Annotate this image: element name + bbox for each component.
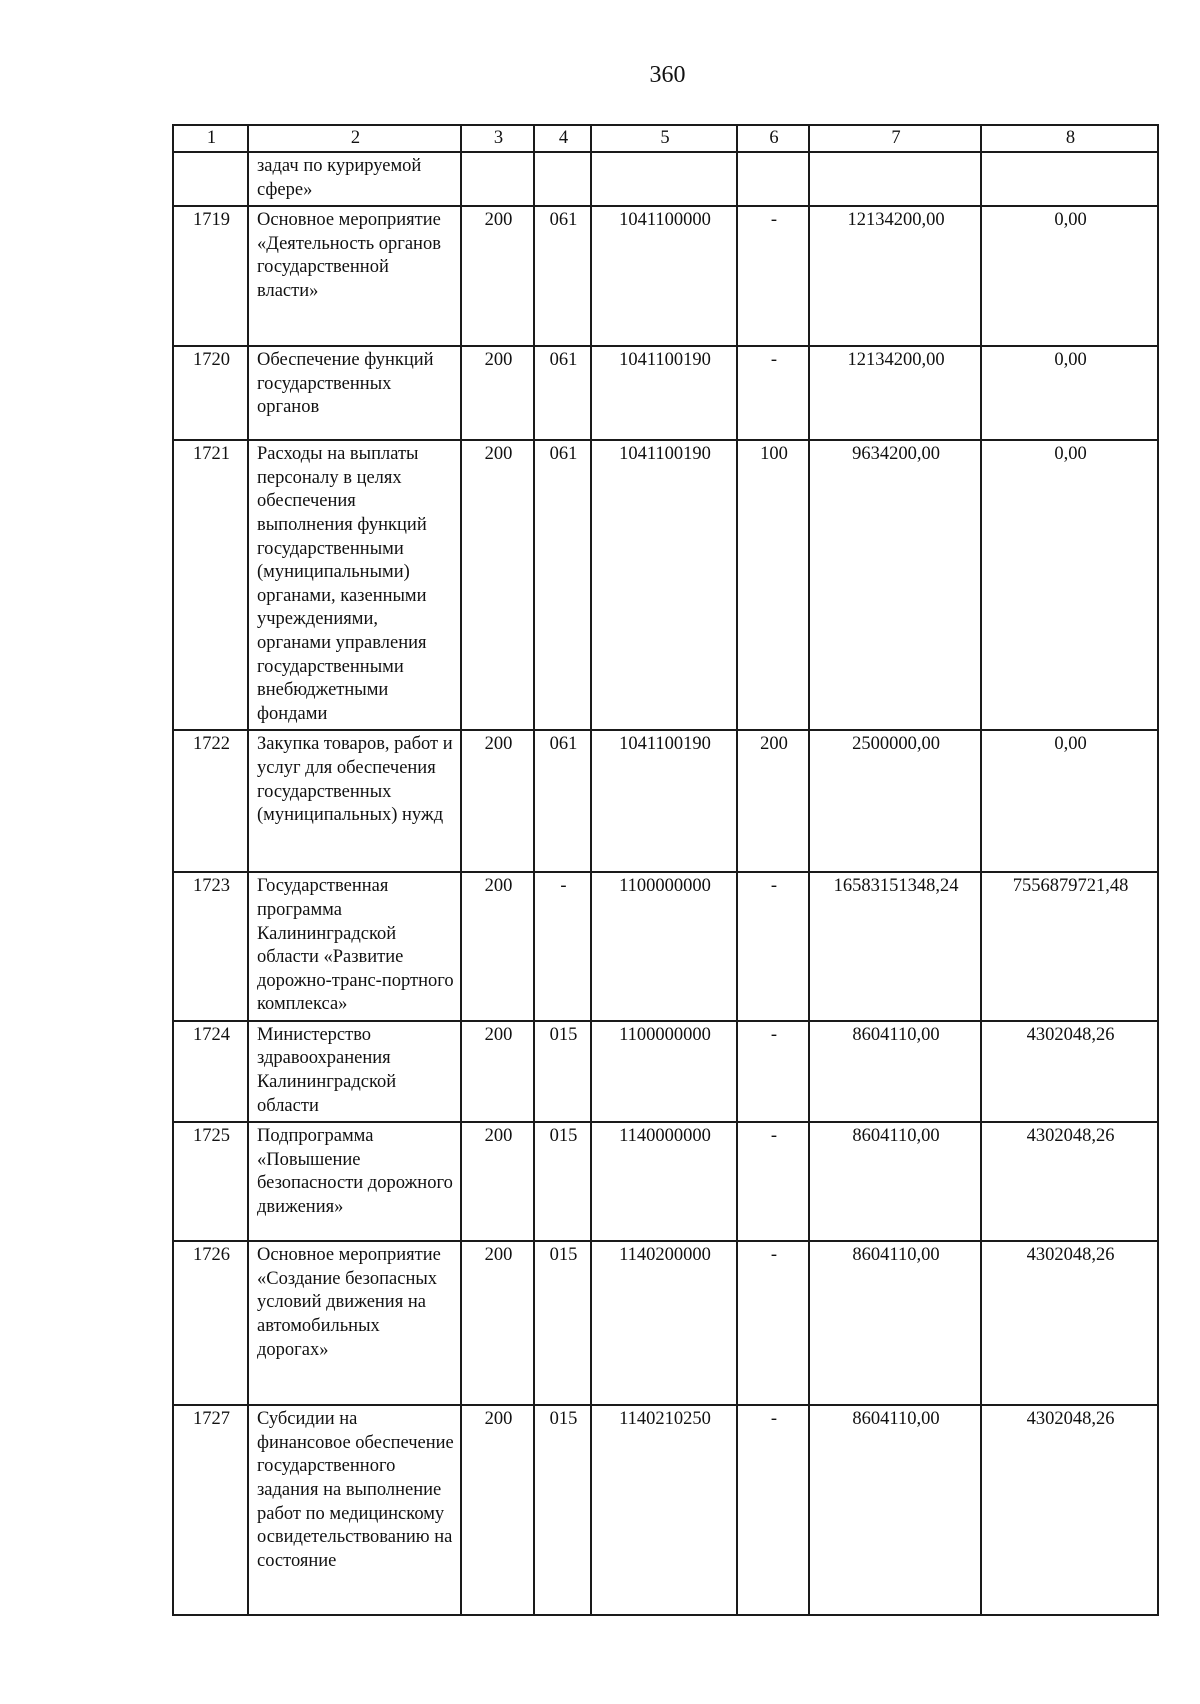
row-name: задач по курируемой сфере» [248, 152, 461, 206]
cell-col7: 8604110,00 [809, 1241, 981, 1405]
table-row [173, 1241, 1158, 1405]
page-number: 360 [649, 62, 686, 88]
row-name: Подпрограмма «Повышение безопасности дорожного движения» [248, 1122, 461, 1241]
cell-col6: - [737, 1021, 809, 1122]
cell-col5: 1140200000 [591, 1241, 737, 1405]
cell-col5: 1140000000 [591, 1122, 737, 1241]
cell-col5: 1041100000 [591, 206, 737, 346]
table-row [173, 872, 1158, 1021]
cell-col4: 015 [534, 1241, 591, 1405]
cell-col7: 12134200,00 [809, 346, 981, 440]
cell-col3: 200 [461, 1021, 534, 1122]
row-name: Обеспечение функций государственных органов [248, 346, 461, 440]
column-header: 1 [173, 125, 248, 152]
cell-col5: 1041100190 [591, 730, 737, 872]
cell-col5: 1100000000 [591, 1021, 737, 1122]
cell-col8: 4302048,26 [981, 1405, 1158, 1615]
cell-col3 [461, 152, 534, 206]
table-row [173, 1122, 1158, 1241]
cell-col8: 0,00 [981, 730, 1158, 872]
row-name: Государственная программа Калининградской области «Развитие дорожно-транс-портного комплекса» [248, 872, 461, 1021]
budget-table [172, 124, 1159, 1616]
table-row [173, 730, 1158, 872]
row-name: Расходы на выплаты персоналу в целях обеспечения выполнения функций государственными (муниципальными) органами, казенными учреждениями, органами управления государственными внебюджетными фондами [248, 440, 461, 730]
cell-col4: 061 [534, 346, 591, 440]
table-row [173, 152, 1158, 206]
column-header: 8 [981, 125, 1158, 152]
cell-col6: - [737, 206, 809, 346]
cell-col4 [534, 152, 591, 206]
column-header: 5 [591, 125, 737, 152]
row-name: Субсидии на финансовое обеспечение государственного задания на выполнение работ по медицинскому освидетельствованию на состояние [248, 1405, 461, 1615]
row-name: Основное мероприятие «Создание безопасных условий движения на автомобильных дорогах» [248, 1241, 461, 1405]
row-name: Министерство здравоохранения Калининградской области [248, 1021, 461, 1122]
table-row [173, 440, 1158, 730]
cell-col8: 0,00 [981, 206, 1158, 346]
cell-col7: 16583151348,24 [809, 872, 981, 1021]
cell-col6: - [737, 346, 809, 440]
row-number: 1727 [173, 1405, 248, 1615]
table-row [173, 206, 1158, 346]
cell-col3: 200 [461, 440, 534, 730]
cell-col5: 1041100190 [591, 346, 737, 440]
cell-col6: - [737, 1241, 809, 1405]
cell-col8: 0,00 [981, 346, 1158, 440]
cell-col8: 7556879721,48 [981, 872, 1158, 1021]
cell-col7 [809, 152, 981, 206]
row-number: 1719 [173, 206, 248, 346]
cell-col6 [737, 152, 809, 206]
column-header: 4 [534, 125, 591, 152]
cell-col8: 4302048,26 [981, 1021, 1158, 1122]
column-header: 3 [461, 125, 534, 152]
cell-col8: 4302048,26 [981, 1122, 1158, 1241]
row-number: 1720 [173, 346, 248, 440]
cell-col7: 8604110,00 [809, 1405, 981, 1615]
cell-col7: 8604110,00 [809, 1021, 981, 1122]
row-number: 1726 [173, 1241, 248, 1405]
cell-col8 [981, 152, 1158, 206]
cell-col6: - [737, 872, 809, 1021]
cell-col7: 2500000,00 [809, 730, 981, 872]
cell-col3: 200 [461, 1122, 534, 1241]
cell-col6: - [737, 1122, 809, 1241]
row-number: 1725 [173, 1122, 248, 1241]
cell-col3: 200 [461, 346, 534, 440]
cell-col4: 015 [534, 1122, 591, 1241]
column-header: 7 [809, 125, 981, 152]
cell-col3: 200 [461, 730, 534, 872]
cell-col4: 061 [534, 206, 591, 346]
cell-col3: 200 [461, 1405, 534, 1615]
row-name: Основное мероприятие «Деятельность органов государственной власти» [248, 206, 461, 346]
cell-col6: - [737, 1405, 809, 1615]
table-row [173, 1405, 1158, 1615]
cell-col4: 061 [534, 440, 591, 730]
cell-col7: 9634200,00 [809, 440, 981, 730]
row-name: Закупка товаров, работ и услуг для обеспечения государственных (муниципальных) нужд [248, 730, 461, 872]
cell-col4: 061 [534, 730, 591, 872]
cell-col4: 015 [534, 1021, 591, 1122]
row-number [173, 152, 248, 206]
table-row [173, 1021, 1158, 1122]
cell-col5: 1100000000 [591, 872, 737, 1021]
cell-col5: 1140210250 [591, 1405, 737, 1615]
cell-col5 [591, 152, 737, 206]
column-header: 2 [248, 125, 461, 152]
cell-col3: 200 [461, 206, 534, 346]
cell-col4: 015 [534, 1405, 591, 1615]
cell-col5: 1041100190 [591, 440, 737, 730]
cell-col8: 4302048,26 [981, 1241, 1158, 1405]
cell-col3: 200 [461, 1241, 534, 1405]
cell-col3: 200 [461, 872, 534, 1021]
column-header: 6 [737, 125, 809, 152]
cell-col8: 0,00 [981, 440, 1158, 730]
header-row [173, 125, 1158, 152]
cell-col7: 8604110,00 [809, 1122, 981, 1241]
row-number: 1723 [173, 872, 248, 1021]
cell-col4: - [534, 872, 591, 1021]
cell-col7: 12134200,00 [809, 206, 981, 346]
table-row [173, 346, 1158, 440]
cell-col6: 100 [737, 440, 809, 730]
row-number: 1721 [173, 440, 248, 730]
cell-col6: 200 [737, 730, 809, 872]
row-number: 1724 [173, 1021, 248, 1122]
row-number: 1722 [173, 730, 248, 872]
